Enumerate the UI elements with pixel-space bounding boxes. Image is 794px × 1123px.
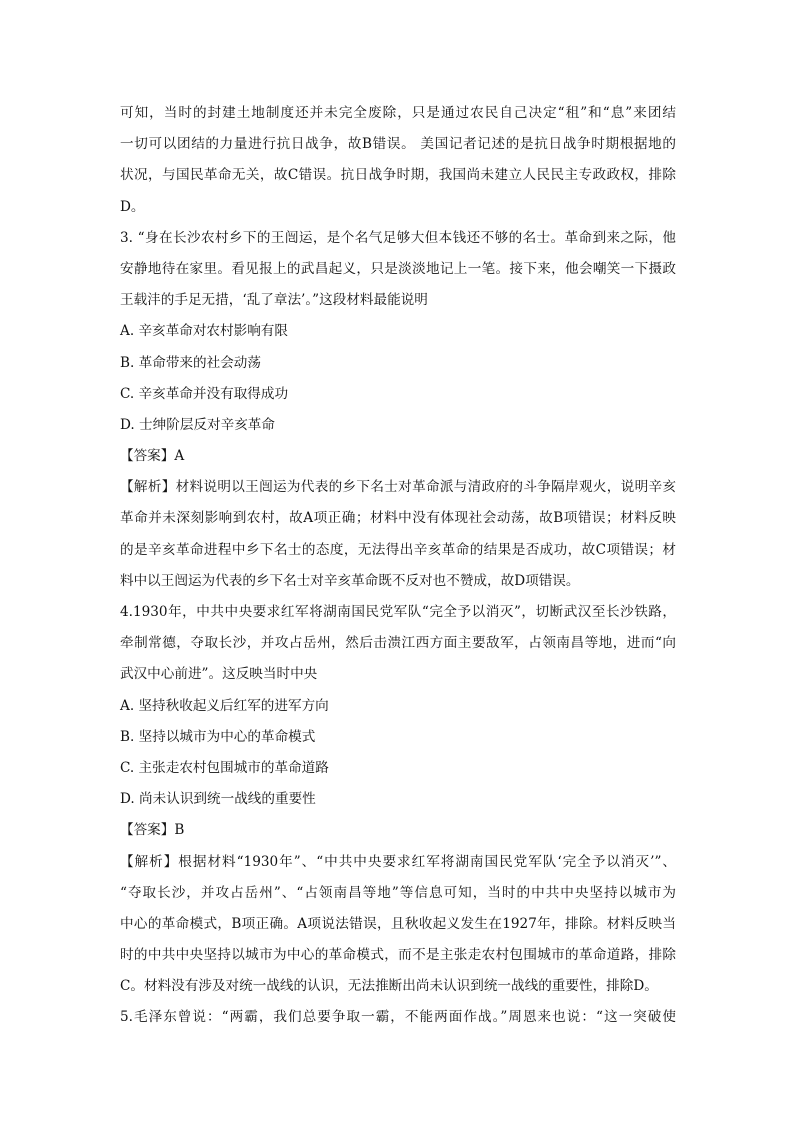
question-4-stem: 牵制常德，夺取长沙，并攻占岳州，然后击溃江西方面主要敌军，占领南昌等地，进而“向 bbox=[120, 635, 676, 652]
text-line: 可知，当时的封建土地制度还并未完全废除，只是通过农民自己决定“租”和“息”来团结 bbox=[120, 105, 676, 121]
text-line: D。 bbox=[120, 198, 145, 215]
question-3-option-a: A. 辛亥革命对农村影响有限 bbox=[120, 323, 288, 340]
text-line: 状况，与国民革命无关，故C错误。抗日战争时期，我国尚未建立人民民主专政政权，排除 bbox=[120, 167, 676, 184]
question-3-option-b: B. 革命带来的社会动荡 bbox=[120, 354, 261, 371]
question-3-answer: 【答案】A bbox=[120, 448, 185, 465]
question-3-analysis: 【解析】材料说明以王闿运为代表的乡下名士对革命派与清政府的斗争隔岸观火，说明辛亥 bbox=[120, 479, 676, 496]
question-4-stem: 武汉中心前进”。这反映当时中央 bbox=[120, 666, 318, 683]
question-4-option-a: A. 坚持秋收起义后红军的进军方向 bbox=[120, 697, 329, 714]
question-4-analysis: 【解析】根据材料“1930年”、“中共中央要求红军将湖南国民党军队‘完全予以消灭’”、 bbox=[120, 853, 676, 870]
question-3-option-c: C. 辛亥革命并没有取得成功 bbox=[120, 385, 289, 402]
question-3-stem: 3. “身在长沙农村乡下的王闿运，是个名气足够大但本钱还不够的名士。革命到来之际，他 bbox=[120, 229, 676, 246]
text-line: 一切可以团结的力量进行抗日战争，故B错误。 美国记者记述的是抗日战争时期根据地的 bbox=[120, 136, 676, 153]
question-3-analysis: 的是辛亥革命进程中乡下名士的态度，无法得出辛亥革命的结果是否成功，故C项错误；材 bbox=[120, 541, 676, 558]
question-4-option-d: D. 尚未认识到统一战线的重要性 bbox=[120, 791, 316, 808]
question-4-analysis: 时的中共中央坚持以城市为中心的革命模式，而不是主张走农村包围城市的革命道路，排除 bbox=[120, 947, 676, 964]
document-body bbox=[120, 98, 676, 1034]
question-4-analysis: 中心的革命模式，B项正确。A项说法错误，且秋收起义发生在1927年，排除。材料反映当 bbox=[120, 915, 676, 932]
question-3-analysis: 革命并未深刻影响到农村，故A项正确；材料中没有体现社会动荡，故B项错误；材料反映 bbox=[120, 510, 676, 527]
question-4-option-b: B. 坚持以城市为中心的革命模式 bbox=[120, 728, 316, 745]
question-4-answer: 【答案】B bbox=[120, 822, 185, 839]
question-4-option-c: C. 主张走农村包围城市的革命道路 bbox=[120, 759, 329, 776]
question-3-option-d: D. 士绅阶层反对辛亥革命 bbox=[120, 416, 275, 433]
question-5-stem: 5.毛泽东曾说：“两霸，我们总要争取一霸，不能两面作战。”周恩来也说：“这一突破使 bbox=[120, 1009, 676, 1026]
question-4-analysis: “夺取长沙，并攻占岳州”、“占领南昌等地”等信息可知，当时的中共中央坚持以城市为 bbox=[120, 884, 676, 901]
question-4-stem: 4.1930年，中共中央要求红军将湖南国民党军队“完全予以消灭”，切断武汉至长沙铁路， bbox=[120, 604, 676, 620]
question-3-stem: 王载沣的手足无措，‘乱了章法’。”这段材料最能说明 bbox=[120, 292, 428, 309]
question-3-analysis: 料中以王闿运为代表的乡下名士对辛亥革命既不反对也不赞成，故D项错误。 bbox=[120, 572, 580, 589]
question-4-analysis: C。材料没有涉及对统一战线的认识，无法推断出尚未认识到统一战线的重要性，排除D。 bbox=[120, 978, 658, 995]
question-3-stem: 安静地待在家里。看见报上的武昌起义，只是淡淡地记上一笔。接下来，他会嘲笑一下摄政 bbox=[120, 260, 676, 277]
